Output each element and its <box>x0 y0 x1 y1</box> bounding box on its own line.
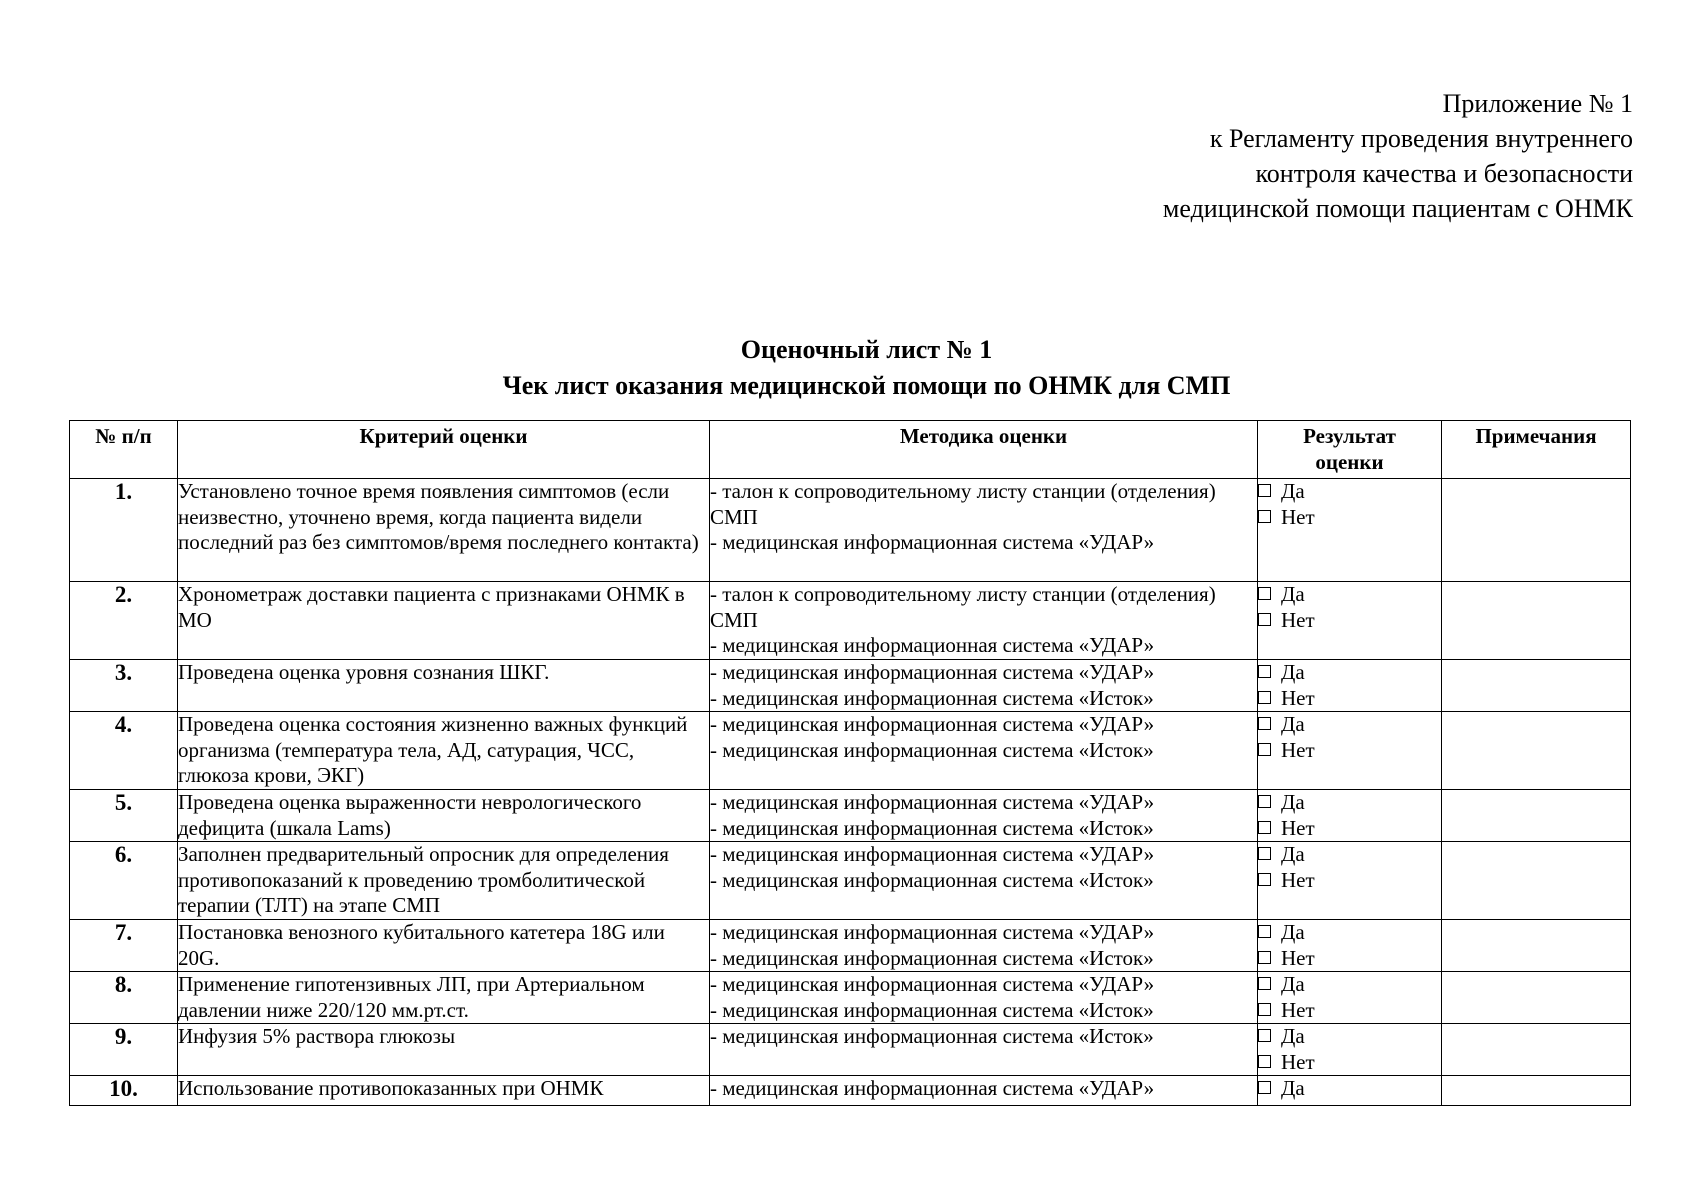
result-cell <box>1258 790 1442 842</box>
checkbox-icon[interactable] <box>1258 1003 1271 1016</box>
checkbox-icon[interactable] <box>1258 665 1271 678</box>
row-number: 8. <box>70 972 178 1024</box>
appendix-line: медицинской помощи пациентам с ОНМК <box>1162 194 1633 223</box>
result-option[interactable] <box>1258 790 1441 816</box>
note-cell[interactable] <box>1442 712 1631 790</box>
table-row <box>70 790 1631 842</box>
row-number: 9. <box>70 1024 178 1076</box>
result-option[interactable] <box>1258 686 1441 712</box>
result-cell <box>1258 660 1442 712</box>
result-option[interactable] <box>1258 998 1441 1024</box>
criterion-cell: Заполнен предварительный опросник для определения противопоказаний к проведению тромболитической терапии (ТЛТ) на этапе СМП <box>178 842 710 920</box>
method-line: - медицинская информационная система «УДАР» <box>710 790 1155 814</box>
result-option[interactable] <box>1258 920 1441 946</box>
row-number: 6. <box>70 842 178 920</box>
row-number: 10. <box>70 1076 178 1106</box>
method-line: - медицинская информационная система «Исток» <box>710 997 1154 1022</box>
method-line: - медицинская информационная система «УДАР» <box>710 660 1155 684</box>
method-line: - медицинская информационная система «Исток» <box>710 815 1154 840</box>
table-row <box>70 582 1631 660</box>
result-option[interactable] <box>1258 738 1441 764</box>
appendix-line: Приложение № 1 <box>1442 89 1633 118</box>
criterion-cell: Установлено точное время появления симптомов (если неизвестно, уточнено время, когда пациента видели последний раз без симптомов/время последнего контакта) <box>178 479 710 582</box>
method-line: - талон к сопроводительному листу станции (отделения) СМП <box>710 479 1216 529</box>
checklist-table <box>69 420 1631 1106</box>
criterion-cell: Хронометраж доставки пациента с признаками ОНМК в МО <box>178 582 710 660</box>
row-number: 2. <box>70 582 178 660</box>
result-option[interactable] <box>1258 868 1441 894</box>
table-header-row <box>70 421 1631 479</box>
option-label: Да <box>1281 479 1305 503</box>
criterion-cell: Проведена оценка выраженности неврологического дефицита (шкала Lams) <box>178 790 710 842</box>
criterion-cell: Проведена оценка состояния жизненно важных функций организма (температура тела, АД, сатурация, ЧСС, глюкоза крови, ЭКГ) <box>178 712 710 790</box>
result-cell <box>1258 582 1442 660</box>
note-cell[interactable] <box>1442 1076 1631 1106</box>
table-row <box>70 712 1631 790</box>
checkbox-icon[interactable] <box>1258 484 1271 497</box>
option-label: Да <box>1281 1076 1305 1100</box>
note-cell[interactable] <box>1442 790 1631 842</box>
checkbox-icon[interactable] <box>1258 873 1271 886</box>
criterion-cell: Использование противопоказанных при ОНМК <box>178 1076 710 1106</box>
method-line: - медицинская информационная система «УДАР» <box>710 1076 1155 1100</box>
row-number: 7. <box>70 920 178 972</box>
option-label: Нет <box>1281 737 1315 762</box>
result-cell <box>1258 712 1442 790</box>
header-criterion: Критерий оценки <box>178 421 710 479</box>
result-option[interactable] <box>1258 816 1441 842</box>
method-cell <box>710 920 1258 972</box>
method-line: - медицинская информационная система «Исток» <box>710 737 1154 762</box>
method-line: - медицинская информационная система «Исток» <box>710 1024 1154 1048</box>
title-line-2: Чек лист оказания медицинской помощи по ОНМК для СМП <box>502 371 1231 400</box>
row-number: 3. <box>70 660 178 712</box>
table-row <box>70 920 1631 972</box>
header-method: Методика оценки <box>710 421 1258 479</box>
checkbox-icon[interactable] <box>1258 1029 1271 1042</box>
table-row <box>70 479 1631 582</box>
result-option[interactable] <box>1258 479 1441 505</box>
option-label: Нет <box>1281 607 1315 632</box>
method-line: - медицинская информационная система «Исток» <box>710 685 1154 710</box>
option-label: Да <box>1281 790 1305 814</box>
option-label: Да <box>1281 712 1305 736</box>
method-cell <box>710 712 1258 790</box>
result-option[interactable] <box>1258 582 1441 608</box>
note-cell[interactable] <box>1442 479 1631 582</box>
checkbox-icon[interactable] <box>1258 1081 1271 1094</box>
document-title <box>0 332 1697 404</box>
method-cell <box>710 1076 1258 1106</box>
result-option[interactable] <box>1258 1076 1441 1102</box>
result-option[interactable] <box>1258 660 1441 686</box>
method-line: - медицинская информационная система «УДАР» <box>710 920 1155 944</box>
note-cell[interactable] <box>1442 972 1631 1024</box>
option-label: Да <box>1281 842 1305 866</box>
method-cell <box>710 972 1258 1024</box>
checkbox-icon[interactable] <box>1258 717 1271 730</box>
checkbox-icon[interactable] <box>1258 821 1271 834</box>
note-cell[interactable] <box>1442 920 1631 972</box>
option-label: Нет <box>1281 685 1315 710</box>
result-cell <box>1258 479 1442 582</box>
checkbox-icon[interactable] <box>1258 795 1271 808</box>
row-number: 1. <box>70 479 178 582</box>
criterion-cell: Проведена оценка уровня сознания ШКГ. <box>178 660 710 712</box>
result-cell <box>1258 920 1442 972</box>
option-label: Да <box>1281 1024 1305 1048</box>
option-label: Нет <box>1281 815 1315 840</box>
method-cell <box>710 582 1258 660</box>
method-line: - медицинская информационная система «УДАР» <box>710 842 1155 866</box>
header-result: Результат оценки <box>1258 421 1442 479</box>
option-label: Нет <box>1281 867 1315 892</box>
option-label: Да <box>1281 582 1305 606</box>
option-label: Да <box>1281 920 1305 944</box>
method-line: - медицинская информационная система «Исток» <box>710 945 1154 970</box>
row-number: 4. <box>70 712 178 790</box>
header-num: № п/п <box>70 421 178 479</box>
checkbox-icon[interactable] <box>1258 951 1271 964</box>
result-cell <box>1258 972 1442 1024</box>
checkbox-icon[interactable] <box>1258 743 1271 756</box>
method-line: - медицинская информационная система «УДАР» <box>710 712 1155 736</box>
header-note: Примечания <box>1442 421 1631 479</box>
option-label: Нет <box>1281 997 1315 1022</box>
result-option[interactable] <box>1258 842 1441 868</box>
option-label: Нет <box>1281 1049 1315 1074</box>
note-cell[interactable] <box>1442 1024 1631 1076</box>
method-cell <box>710 790 1258 842</box>
checkbox-icon[interactable] <box>1258 847 1271 860</box>
option-label: Нет <box>1281 504 1315 529</box>
checkbox-icon[interactable] <box>1258 587 1271 600</box>
result-option[interactable] <box>1258 505 1441 531</box>
method-cell <box>710 479 1258 582</box>
result-option[interactable] <box>1258 946 1441 972</box>
criterion-cell: Постановка венозного кубитального катетера 18G или 20G. <box>178 920 710 972</box>
row-number: 5. <box>70 790 178 842</box>
checkbox-icon[interactable] <box>1258 510 1271 523</box>
table-row <box>70 1076 1631 1106</box>
method-cell <box>710 660 1258 712</box>
checkbox-icon[interactable] <box>1258 691 1271 704</box>
checkbox-icon[interactable] <box>1258 1055 1271 1068</box>
criterion-cell: Применение гипотензивных ЛП, при Артериальном давлении ниже 220/120 мм.рт.ст. <box>178 972 710 1024</box>
result-option[interactable] <box>1258 608 1441 634</box>
table-row <box>70 842 1631 920</box>
method-cell <box>710 842 1258 920</box>
result-cell <box>1258 842 1442 920</box>
appendix-header <box>1163 86 1633 226</box>
note-cell[interactable] <box>1442 582 1631 660</box>
method-line: - медицинская информационная система «УДАР» <box>710 972 1155 996</box>
checkbox-icon[interactable] <box>1258 613 1271 626</box>
table-row <box>70 972 1631 1024</box>
title-line-1: Оценочный лист № 1 <box>740 335 993 364</box>
criterion-cell: Инфузия 5% раствора глюкозы <box>178 1024 710 1076</box>
note-cell[interactable] <box>1442 842 1631 920</box>
checkbox-icon[interactable] <box>1258 977 1271 990</box>
option-label: Нет <box>1281 945 1315 970</box>
result-cell <box>1258 1024 1442 1076</box>
appendix-line: контроля качества и безопасности <box>1255 159 1633 188</box>
method-line: - медицинская информационная система «Исток» <box>710 867 1154 892</box>
method-line: - медицинская информационная система «УДАР» <box>710 530 1155 554</box>
method-line: - медицинская информационная система «УДАР» <box>710 633 1155 657</box>
option-label: Да <box>1281 972 1305 996</box>
appendix-line: к Регламенту проведения внутреннего <box>1209 124 1633 153</box>
result-cell <box>1258 1076 1442 1106</box>
table-row <box>70 1024 1631 1076</box>
result-option[interactable] <box>1258 972 1441 998</box>
method-line: - талон к сопроводительному листу станции (отделения) СМП <box>710 582 1216 632</box>
table-row <box>70 660 1631 712</box>
result-option[interactable] <box>1258 1050 1441 1076</box>
option-label: Да <box>1281 660 1305 684</box>
result-option[interactable] <box>1258 712 1441 738</box>
checkbox-icon[interactable] <box>1258 925 1271 938</box>
result-option[interactable] <box>1258 1024 1441 1050</box>
note-cell[interactable] <box>1442 660 1631 712</box>
method-cell <box>710 1024 1258 1076</box>
